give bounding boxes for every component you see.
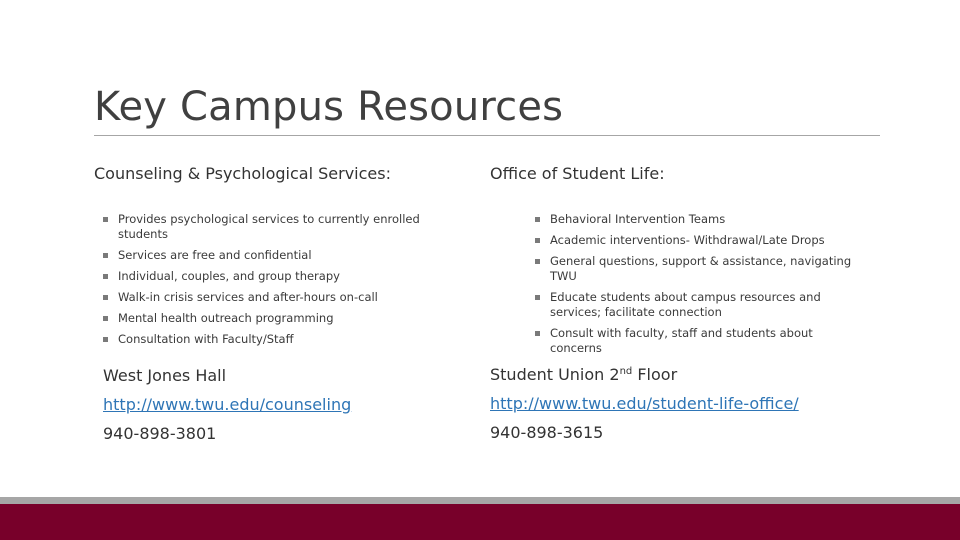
square-bullet-icon <box>103 295 108 300</box>
square-bullet-icon <box>103 337 108 342</box>
list-item: Consult with faculty, staff and students about concerns <box>535 326 865 356</box>
list-item: General questions, support & assistance, navigating TWU <box>535 254 865 284</box>
counseling-location: West Jones Hall <box>103 366 227 385</box>
student-life-heading: Office of Student Life: <box>490 164 665 183</box>
student-life-phone: 940-898-3615 <box>490 423 604 442</box>
list-item: Services are free and confidential <box>103 248 473 263</box>
student-life-contact <box>490 360 799 447</box>
counseling-phone: 940-898-3801 <box>103 424 217 443</box>
counseling-link[interactable]: http://www.twu.edu/counseling <box>103 395 352 414</box>
square-bullet-icon <box>535 217 540 222</box>
student-life-bullet-list <box>535 212 865 362</box>
square-bullet-icon <box>535 295 540 300</box>
student-life-link[interactable]: http://www.twu.edu/student-life-office/ <box>490 394 799 413</box>
counseling-heading: Counseling & Psychological Services: <box>94 164 391 183</box>
counseling-bullet-list <box>103 212 473 353</box>
list-item: Academic interventions- Withdrawal/Late Drops <box>535 233 865 248</box>
square-bullet-icon <box>103 217 108 222</box>
list-item: Behavioral Intervention Teams <box>535 212 865 227</box>
list-item: Consultation with Faculty/Staff <box>103 332 473 347</box>
title-divider <box>94 135 880 136</box>
list-item: Walk-in crisis services and after-hours on-call <box>103 290 473 305</box>
square-bullet-icon <box>103 274 108 279</box>
list-item: Provides psychological services to currently enrolled students <box>103 212 473 242</box>
footer-maroon-bar <box>0 504 960 540</box>
square-bullet-icon <box>103 316 108 321</box>
student-life-location: Student Union 2nd Floor <box>490 365 678 384</box>
square-bullet-icon <box>535 259 540 264</box>
square-bullet-icon <box>535 238 540 243</box>
counseling-contact <box>103 361 351 448</box>
slide-title: Key Campus Resources <box>94 84 564 130</box>
square-bullet-icon <box>535 331 540 336</box>
square-bullet-icon <box>103 253 108 258</box>
list-item: Educate students about campus resources and services; facilitate connection <box>535 290 865 320</box>
footer-gray-bar <box>0 497 960 504</box>
list-item: Individual, couples, and group therapy <box>103 269 473 284</box>
list-item: Mental health outreach programming <box>103 311 473 326</box>
